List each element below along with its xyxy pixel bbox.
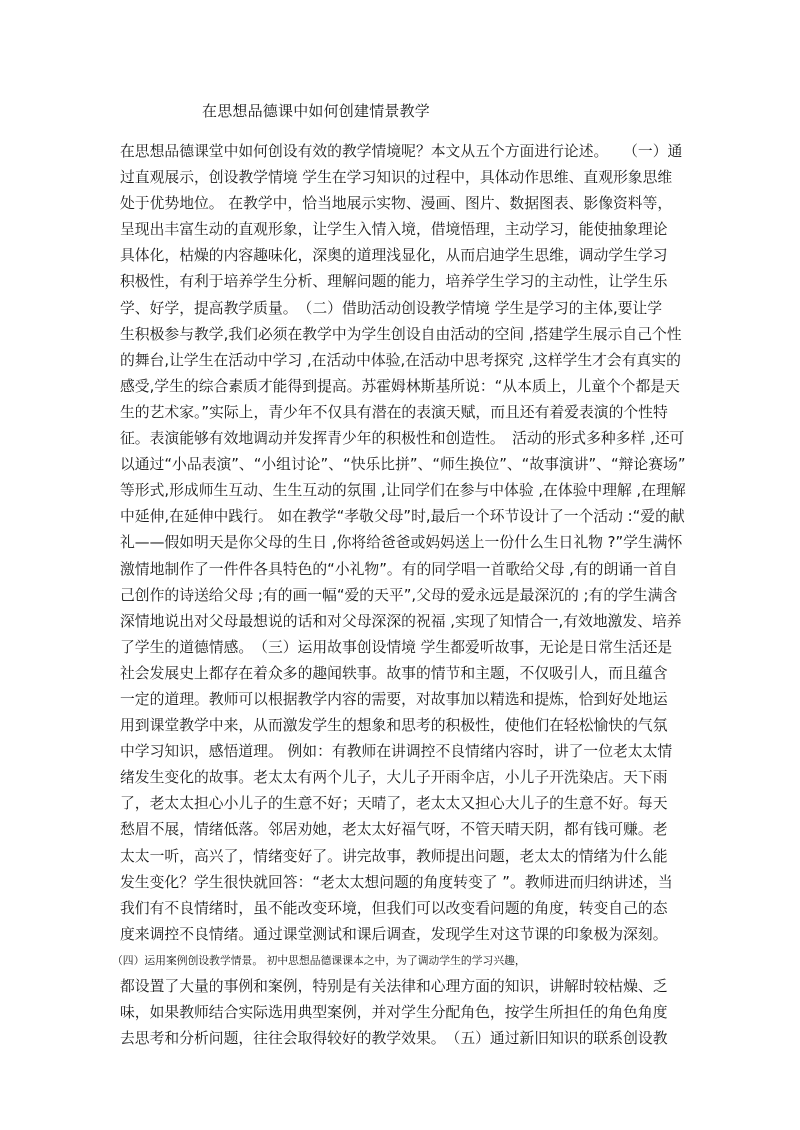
paragraph-line: 感受,学生的综合素质才能得到提高。苏霍姆林斯基所说：“从本质上，儿童个个都是天	[120, 377, 680, 395]
paragraph-line: 用到课堂教学中来，从而激发学生的想象和思考的积极性，使他们在轻松愉快的气氛	[120, 717, 668, 735]
paragraph-line: 深情地说出对父母最想说的话和对父母深深的祝福 ,实现了知情合一,有效地激发、培养	[120, 612, 682, 630]
paragraph-line: 中延伸,在延伸中践行。 如在教学“孝敬父母”时,最后一个环节设计了一个活动 :“爱的献	[120, 508, 685, 526]
paragraph-line: 生的艺术家。”实际上，青少年不仅具有潜在的表演天赋，而且还有着爱表演的个性特	[120, 403, 668, 421]
paragraph-line: 愁眉不展，情绪低落。邻居劝她，老太太好福气呀，不管天晴天阴，都有钱可赚。老	[120, 821, 668, 839]
paragraph-line: 以通过“小品表演”、“小组讨论”、“快乐比拼”、“师生换位”、“故事演讲”、“辩论赛场”	[120, 456, 686, 474]
paragraph-line: 一定的道理。教师可以根据教学内容的需要，对故事加以精选和提炼，恰到好处地运	[120, 690, 668, 708]
paragraph-line: 的舞台,让学生在活动中学习 ,在活动中体验,在活动中思考探究 ,这样学生才会有真实的	[120, 351, 681, 369]
paragraph-line: 发生变化？学生很快就回答：“老太太想问题的角度转变了 ”。教师进而归纳讲述，当	[120, 873, 673, 891]
paragraph-line: 了，老太太担心小儿子的生意不好；天晴了，老太太又担心大儿子的生意不好。每天	[120, 795, 668, 813]
paragraph-line: 等形式,形成师生互动、生生互动的氛围 ,让同学们在参与中体验 ,在体验中理解 ,在理解	[120, 482, 686, 500]
paragraph-line: 征。表演能够有效地调动并发挥青少年的积极性和创造性。 活动的形式多种多样 ,还可	[120, 430, 685, 448]
paragraph-line: 太太一听，高兴了，情绪变好了。讲完故事，教师提出问题，老太太的情绪为什么能	[120, 847, 668, 865]
paragraph-line: 学、好学，提高教学质量。 （二）借助活动创设教学情境 学生是学习的主体,要让学	[120, 299, 663, 317]
paragraph-line: 激情地制作了一件件各具特色的“小礼物”。有的同学唱一首歌给父母 ,有的朗诵一首自	[120, 560, 678, 578]
paragraph-line: （四）运用案例创设教学情景。 初中思想品德课课本之中，为了调动学生的学习兴趣，	[112, 953, 526, 967]
paragraph-line: 己创作的诗送给父母 ;有的画一幅“爱的天平”,父母的爱永远是最深沉的 ;有的学生满含	[120, 586, 678, 604]
paragraph-line: 过直观展示，创设教学情境 学生在学习知识的过程中，具体动作思维、直观形象思维	[120, 169, 673, 187]
paragraph-line: 生积极参与教学,我们必须在教学中为学生创设自由活动的空间 ,搭建学生展示自己个性	[120, 325, 682, 343]
paragraph-line: 去思考和分析问题，往往会取得较好的教学效果。 （五）通过新旧知识的联系创设教	[120, 1030, 668, 1048]
paragraph-line: 礼——假如明天是你父母的生日 ,你将给爸爸或妈妈送上一份什么生日礼物 ?”学生满怀	[120, 534, 683, 552]
document-body	[112, 139, 690, 1052]
paragraph-line: 都设置了大量的事例和案例，特别是有关法律和心理方面的知识，讲解时较枯燥、乏	[120, 978, 668, 995]
paragraph-line: 呈现出丰富生动的直观形象，让学生入情入境，借境悟理，主动学习，能使抽象理论	[120, 221, 668, 239]
paragraph-line: 绪发生变化的故事。老太太有两个儿子，大儿子开雨伞店，小儿子开洗染店。天下雨	[120, 769, 668, 787]
paragraph-line: 我们有不良情绪时，虽不能改变环境，但我们可以改变看问题的角度，转变自己的态	[120, 899, 668, 917]
paragraph-line: 度来调控不良情绪。通过课堂测试和课后调查，发现学生对这节课的印象极为深刻。	[120, 925, 668, 943]
paragraph-line: 积极性，有利于培养学生分析、理解问题的能力，培养学生学习的主动性，让学生乐	[120, 273, 668, 291]
paragraph-line: 处于优势地位。 在教学中，恰当地展示实物、漫画、图片、数据图表、影像资料等，	[120, 195, 673, 213]
paragraph-line: 社会发展史上都存在着众多的趣闻轶事。故事的情节和主题，不仅吸引人，而且蕴含	[120, 664, 668, 682]
paragraph-line: 味，如果教师结合实际选用典型案例，并对学生分配角色，按学生所担任的角色角度	[120, 1004, 668, 1022]
document-title: 在思想品德课中如何创建情景教学	[202, 102, 431, 120]
paragraph-line: 中学习知识，感悟道理。 例如：有教师在讲调控不良情绪内容时，讲了一位老太太情	[120, 743, 673, 761]
paragraph-line: 具体化，枯燥的内容趣味化，深奥的道理浅显化，从而启迪学生思维，调动学生学习	[120, 247, 668, 265]
paragraph-line: 了学生的道德情感。 （三）运用故事创设情境 学生都爱听故事，无论是日常生活还是	[120, 638, 673, 656]
paragraph-line: 在思想品德课堂中如何创设有效的教学情境呢？本文从五个方面进行论述。 （一）通	[120, 143, 683, 160]
